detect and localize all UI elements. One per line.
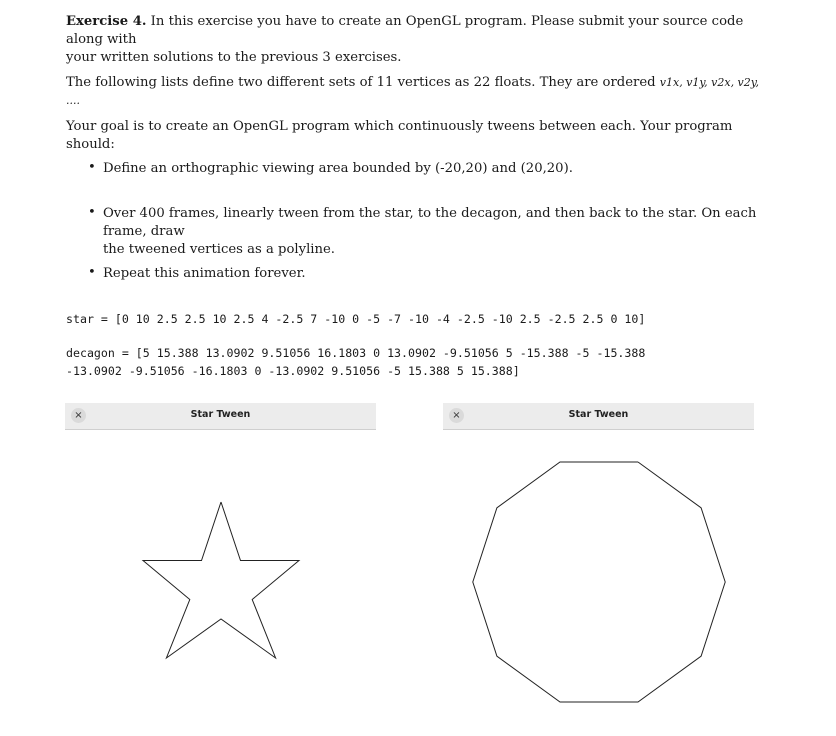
star-code: star = [0 10 2.5 2.5 10 2.5 4 -2.5 7 -10 0 -5 -7 -10 -4 -2.5 -10 2.5 -2.5 2.5 0 10] [66,312,646,326]
bullet-dot: • [88,205,96,220]
bullet-2-line-2: the tweened vertices as a polyline. [103,242,335,257]
goal-text: Your goal is to create an OpenGL program which continuously tweens between each. Your program should: [66,119,733,152]
vertex-order: v1x, v1y, v2x, v2y, .... [66,76,760,107]
window-titlebar-star[interactable] [65,403,376,430]
exercise-intro-text: In this exercise you have to create an OpenGL program. Please submit your source code along with [66,14,744,47]
decagon-code [66,344,645,380]
exercise-intro-text-2: your written solutions to the previous 3 exercises. [66,50,402,65]
bullet-3: Repeat this animation forever. [103,266,306,281]
exercise-intro [66,13,766,67]
window-title: Star Tween [190,409,251,420]
window-titlebar-decagon[interactable] [443,403,754,430]
decagon-polyline [473,462,725,702]
bullet-1: Define an orthographic viewing area bounded by (-20,20) and (20,20). [103,161,573,176]
decagon-code-line-2: -13.0902 -9.51056 -16.1803 0 -13.0902 9.51056 -5 15.388 5 15.388] [66,364,520,378]
close-icon[interactable]: × [449,408,464,423]
decagon-canvas [443,430,754,730]
lists-paragraph [66,74,766,110]
close-icon[interactable]: × [71,408,86,423]
exercise-heading: Exercise 4. [66,14,147,29]
lists-text: The following lists define two different sets of 11 vertices as 22 floats. They are ordered [66,75,656,90]
decagon-code-line-1: decagon = [5 15.388 13.0902 9.51056 16.1803 0 13.0902 -9.51056 5 -15.388 -5 -15.388 [66,346,646,360]
bullet-2-line-1: Over 400 frames, linearly tween from the star, to the decagon, and then back to the star. On each frame, draw [103,206,757,239]
bullet-dot: • [88,160,96,175]
star-canvas [65,430,376,730]
bullet-2 [103,205,763,259]
star-polyline [143,502,299,658]
bullet-dot: • [88,265,96,280]
window-title: Star Tween [568,409,629,420]
